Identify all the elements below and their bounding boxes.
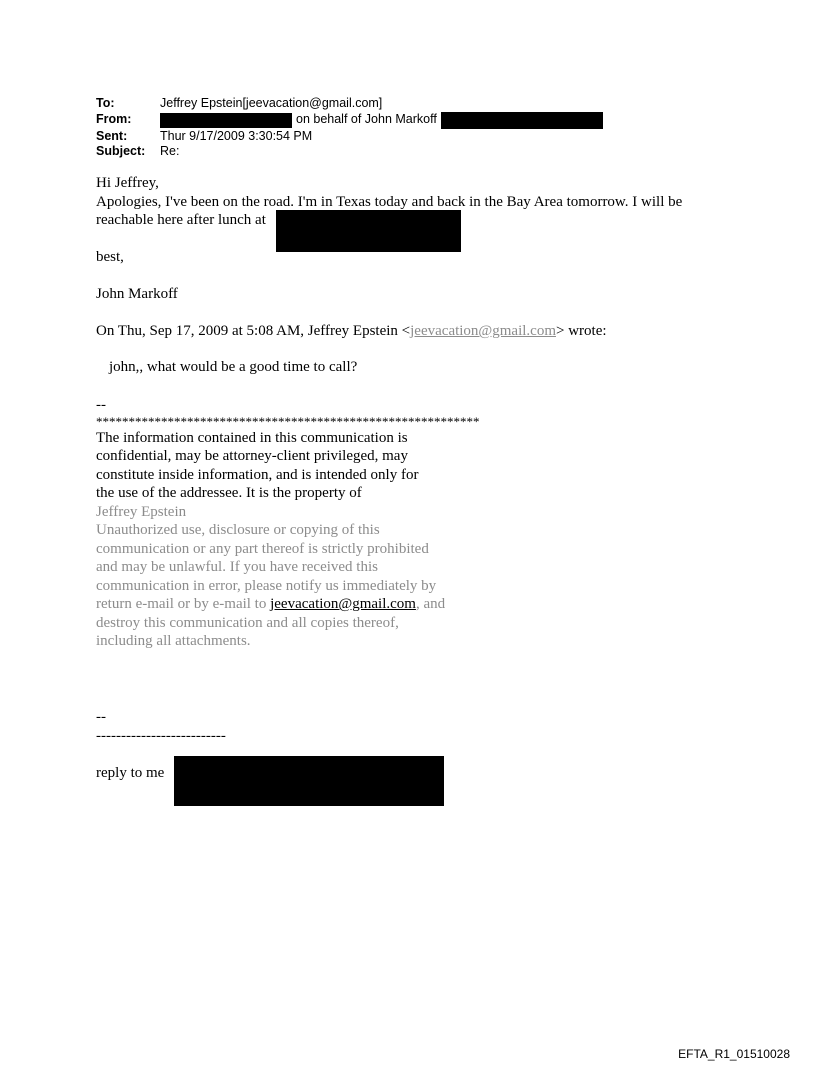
to-row [96, 96, 603, 112]
disclaimer-line: communication or any part thereof is strictly prohibited [96, 540, 429, 557]
signature [96, 285, 736, 304]
quote-intro-text: On Thu, Sep 17, 2009 at 5:08 AM, Jeffrey Epstein < [96, 323, 411, 339]
greeting: Hi Jeffrey, [96, 175, 159, 191]
return-prefix: return e-mail or by e-mail to [96, 596, 271, 612]
disclaimer-line: destroy this communication and all copies thereof, [96, 614, 399, 631]
document-id: EFTA_R1_01510028 [678, 1047, 790, 1061]
reply-text: reply to me [96, 765, 165, 781]
disclaimer-block [96, 396, 736, 651]
signoff [96, 248, 736, 267]
disclaimer-return-line [96, 595, 736, 614]
footer-dashes [96, 708, 736, 745]
redaction-box [276, 210, 461, 252]
signoff-text: best, [96, 249, 124, 265]
sig-dashes: -- [96, 397, 106, 413]
sent-label: Sent: [96, 128, 128, 143]
subject-value: Re: [160, 144, 180, 158]
message-line: reachable here after lunch at [96, 212, 266, 228]
dashes-short: -- [96, 709, 106, 725]
quote-intro [96, 322, 736, 341]
disclaimer-line: constitute inside information, and is intended only for [96, 466, 419, 483]
from-row [96, 112, 603, 129]
subject-row [96, 144, 603, 160]
message-line: Apologies, I've been on the road. I'm in Texas today and back in the Bay Area tomorrow. I will be [96, 193, 683, 210]
from-value: on behalf of John Markoff [296, 111, 437, 126]
quoted-message [109, 358, 749, 377]
return-suffix: , and [415, 596, 446, 612]
redaction-box [160, 113, 292, 128]
dashes-long: -------------------------- [96, 727, 226, 744]
sent-value: Thur 9/17/2009 3:30:54 PM [160, 128, 313, 143]
return-email-link[interactable]: jeevacation@gmail.com [270, 596, 416, 612]
disclaimer-line: Unauthorized use, disclosure or copying of this [96, 522, 380, 538]
from-label: From: [96, 111, 132, 126]
redaction-box [441, 112, 603, 129]
disclaimer-line: Jeffrey Epstein [96, 503, 187, 520]
email-header [96, 96, 603, 160]
disclaimer-line: confidential, may be attorney-client privileged, may [96, 448, 408, 464]
subject-label: Subject: [96, 144, 146, 158]
disclaimer-line: including all attachments. [96, 633, 251, 649]
to-value: Jeffrey Epstein[jeevacation@gmail.com] [160, 96, 383, 110]
disclaimer-line: and may be unlawful. If you have received this [96, 559, 378, 575]
disclaimer-line: the use of the addressee. It is the property of [96, 485, 362, 501]
asterisk-line: *********************************************************** [96, 413, 480, 429]
disclaimer-line: communication in error, please notify us immediately by [96, 577, 437, 594]
quote-email-link[interactable]: jeevacation@gmail.com [410, 323, 556, 339]
from-value-wrap [160, 112, 603, 129]
disclaimer-line: The information contained in this communication is [96, 429, 408, 446]
signature-name: John Markoff [96, 286, 178, 302]
quoted-message-text: john,, what would be a good time to call? [109, 359, 358, 375]
quote-wrote-text: > wrote: [555, 323, 607, 339]
redaction-box [174, 756, 444, 806]
to-label: To: [96, 96, 115, 110]
sent-row [96, 129, 603, 145]
